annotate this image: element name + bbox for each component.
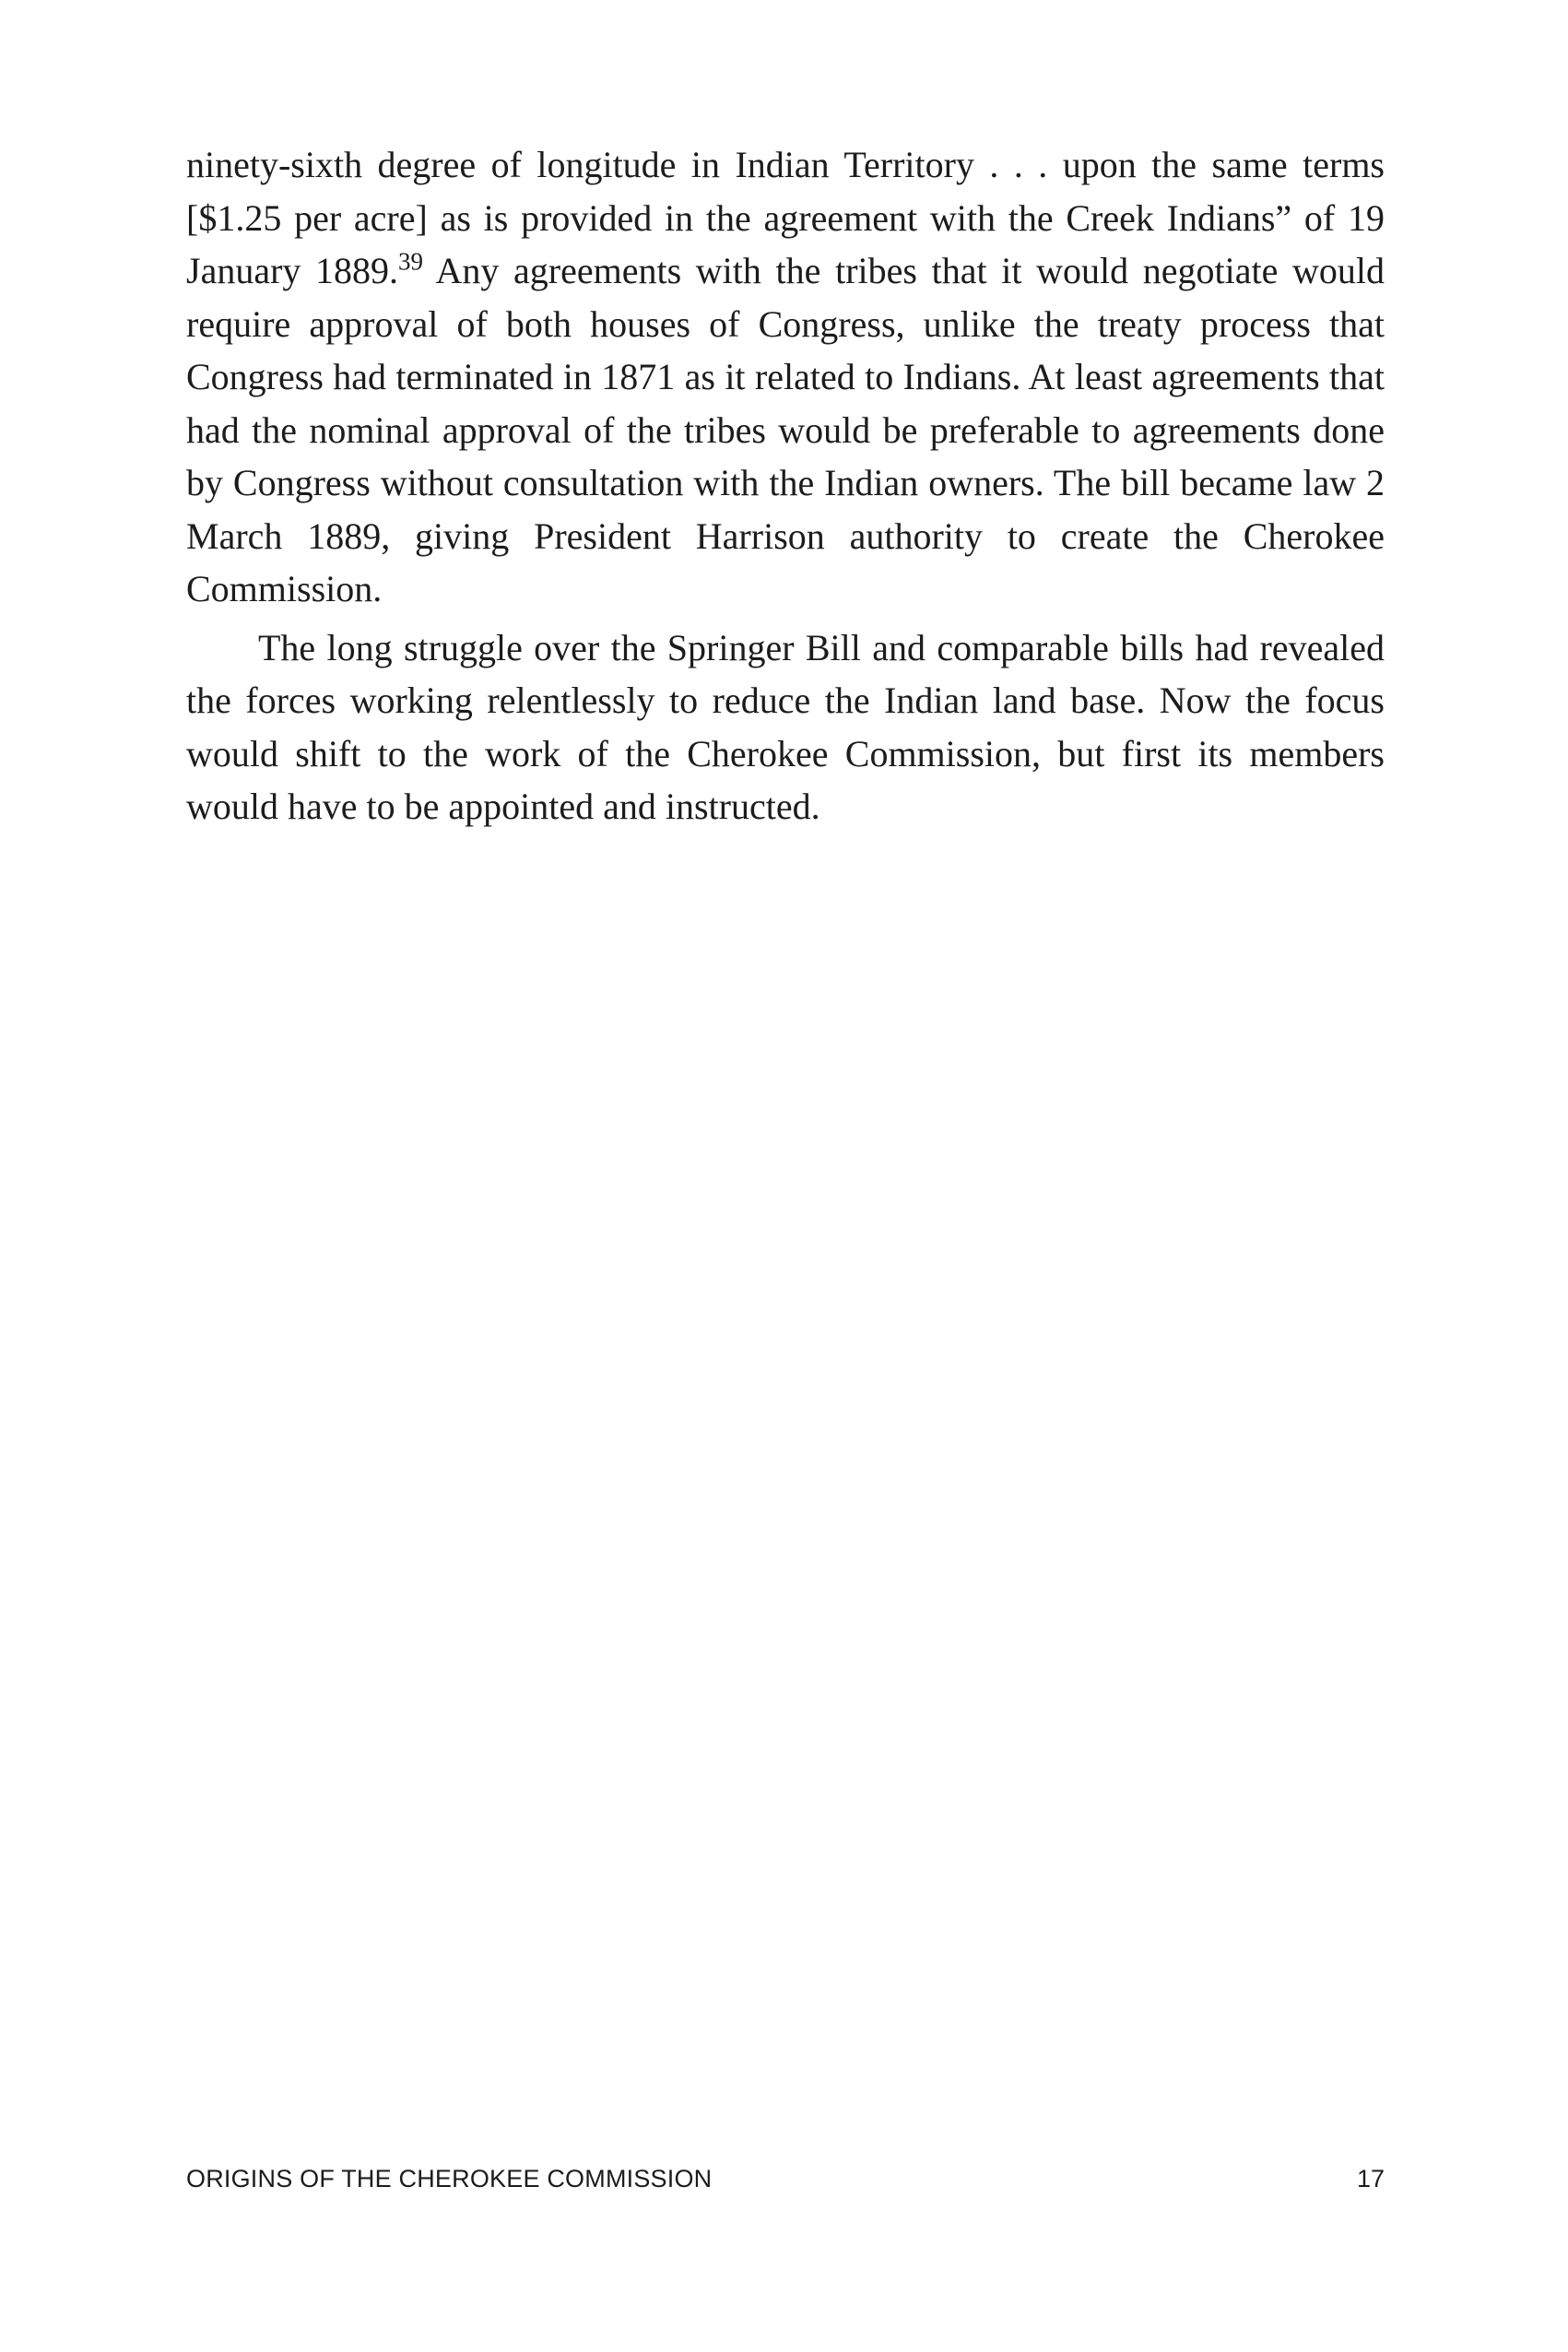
paragraph-text-continued: Any agreements with the tribes that it would negotiate would require approval of both houses of Congress, unlike the treaty process that Congress had terminated in 1871 as it related to Indians. At least agreements that had the nominal approval of the tribes would be preferable to agreements done by Congress without consultation with the Indian owners. The bill became law 2 March 1889, giving President Harrison authority to create the Cherokee Commission. (186, 250, 1385, 609)
page-footer (186, 2165, 1385, 2202)
paragraph (186, 138, 1385, 616)
body-text (186, 138, 1385, 833)
running-head: ORIGINS OF THE CHEROKEE COMMISSION (186, 2165, 713, 2192)
page-number: 17 (1356, 2165, 1385, 2192)
paragraph: The long struggle over the Springer Bill and comparable bills had revealed the forces working relentlessly to reduce the Indian land base. Now the focus would shift to the work of the Cherokee Commission, but first its members would have to be appointed and instructed. (186, 626, 1385, 827)
footnote-reference: 39 (398, 247, 424, 276)
paragraph-text: ninety-sixth degree of longitude in Indian Territory . . . upon the same terms [$1.25 per acre] as is provided in the agreement with the Creek Indians” of 19 January 1889. (186, 144, 1385, 291)
